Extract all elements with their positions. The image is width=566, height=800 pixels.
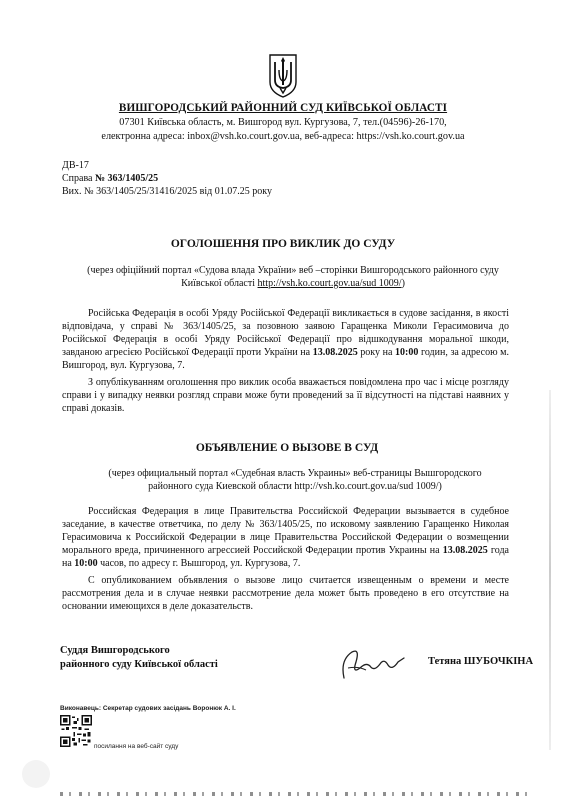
handwritten-signature — [330, 638, 410, 684]
ua-p1-address: годин, за адресою м. Вишгород, вул. Кургузова, 7. — [62, 347, 509, 371]
case-label: Справа — [62, 173, 95, 184]
executor-note: Виконавець: Секретар судових засідань Воронюк А. І. — [60, 705, 236, 712]
ua-p1-text: Російська Федерація в особі Уряду Російської Федерації викликається в судове засідання, в якості відповідача, у справі № 363/1405/25, за позовною заявою Гаращенка Миколи Герасимовича до Російської Федерація в особі Уряду Російської Федерації про відшкодування моральної шкоди, завданою агресією Російської Федерації проти України на — [62, 308, 509, 358]
scan-bottom-artifact — [60, 792, 530, 796]
case-number: № 363/1405/25 — [95, 173, 159, 184]
form-code: ДВ-17 — [62, 160, 89, 171]
ua-p1-mid: року на — [357, 347, 396, 358]
scan-hole-artifact — [22, 760, 50, 788]
ua-title: ОГОЛОШЕННЯ ПРО ВИКЛИК ДО СУДУ — [170, 238, 396, 250]
ua-paragraph-1 — [62, 307, 509, 372]
judge-name: Тетяна ШУБОЧКІНА — [428, 656, 534, 667]
court-address: 07301 Київська область, м. Вишгород вул. Кургузова, 7, тел.(04596)-26-170, — [119, 117, 447, 128]
judge-role-line-1: Суддя Вишгородського — [60, 645, 170, 656]
court-name: ВИШГОРОДСЬКИЙ РАЙОННИЙ СУД КИЇВСЬКОЇ ОБЛАСТІ — [118, 102, 448, 114]
ua-subtitle-link[interactable]: http://vsh.ko.court.gov.ua/sud 1009/ — [257, 278, 402, 289]
ru-paragraph-2: С опубликованием объявления о вызове лицо считается извещенным о времени и месте рассмотрения дела и в случае неявки рассмотрение дела может быть проведено в его отсутствие на основании имеющихся в деле доказательств. — [62, 575, 509, 612]
trident-coat-of-arms-icon — [268, 52, 298, 98]
ru-title: ОБЪЯВЛЕНИЕ О ВЫЗОВЕ В СУД — [195, 442, 379, 454]
judge-role — [60, 644, 218, 672]
qr-link-note: посилання на веб-сайт суду — [94, 743, 179, 750]
qr-code-icon[interactable] — [60, 715, 92, 747]
ru-p1-date: 13.08.2025 — [442, 545, 488, 556]
ru-subtitle: (через официальный портал «Судебная власть Украины» веб-страницы Вышгородского районного суда Киевской области http://vsh.ko.court.gov.ua/sud 1009/) — [108, 468, 482, 492]
ua-subtitle — [78, 264, 508, 290]
ru-p1-text: Российская Федерация в лице Правительства Российской Федерации вызывается в судебное заседание, в качестве ответчика, по делу № 363/1405/25, по исковому заявлению Гаращенко Николая Герасимовича к Российской Федерации в лице Правительства Российской Федерации о возмещении морального вреда, причиненного агрессией Российской Федерации против Украины на — [62, 506, 509, 556]
ru-p1-address: часов, по адресу г. Вышгород, ул. Кургузова, 7. — [97, 558, 301, 569]
ua-p1-date: 13.08.2025 — [312, 347, 358, 358]
ru-p1-time: 10:00 — [74, 558, 98, 569]
ua-p1-time: 10:00 — [395, 347, 419, 358]
outgoing-number: Вих. № 363/1405/25/31416/2025 від 01.07.25 року — [62, 186, 272, 197]
ua-subtitle-text: (через офіційний портал «Судова влада України» веб –сторінки Вишгородського районного суду Київської області — [87, 265, 499, 289]
ua-subtitle-close: ) — [401, 278, 405, 289]
court-contacts: електронна адреса: inbox@vsh.ko.court.gov.ua, веб-адреса: https://vsh.ko.court.gov.ua — [101, 131, 465, 142]
ua-paragraph-2: З опублікуванням оголошення про виклик особа вважається повідомлена про час і місце розгляду справи і у випадку неявки розгляд справи може бути проведений за її відсутності на підставі наявних у справі доказів. — [62, 377, 509, 414]
case-line — [62, 173, 158, 184]
judge-role-line-2: районного суду Київської області — [60, 659, 218, 670]
ru-paragraph-1 — [62, 505, 509, 570]
scan-edge-artifact — [549, 390, 551, 750]
ru-p1-mid: года на — [62, 545, 509, 569]
